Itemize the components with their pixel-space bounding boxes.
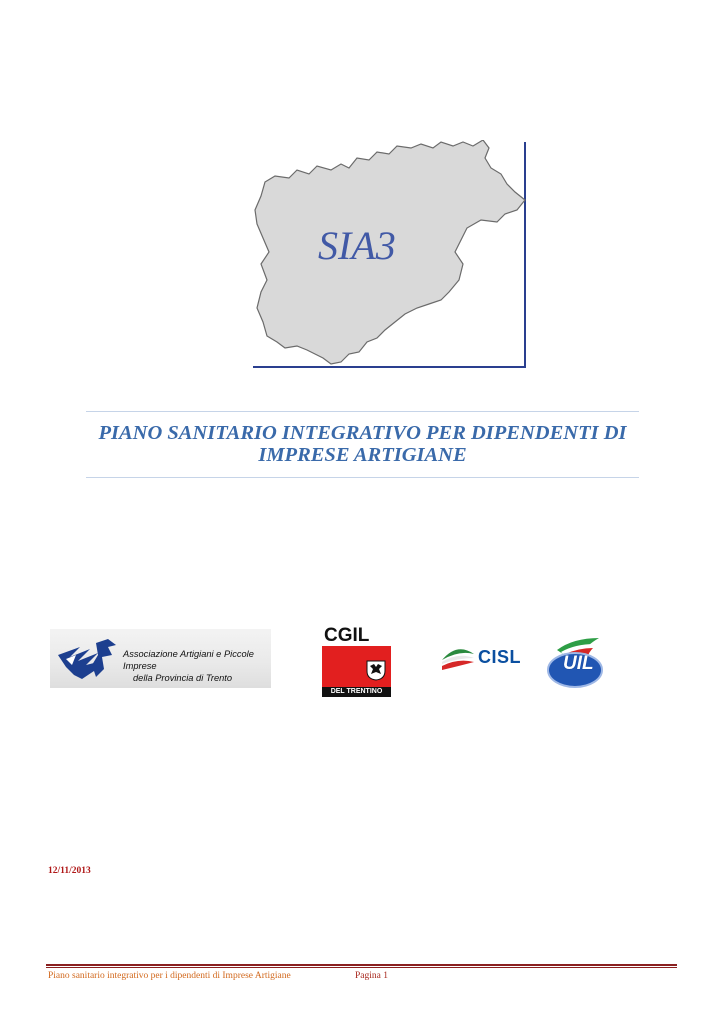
association-name-line-1: Associazione Artigiani e Piccole Imprese xyxy=(123,649,254,671)
footer-text: Piano sanitario integrativo per i dipendenti di Imprese Artigiane xyxy=(48,971,291,981)
uil-logo xyxy=(545,636,607,690)
footer-rule-thin xyxy=(46,967,677,968)
cgil-subtitle: DEL TRENTINO xyxy=(322,687,391,697)
association-name-line-2: della Provincia di Trento xyxy=(133,673,233,683)
cisl-logo xyxy=(441,644,526,674)
eagle-icon xyxy=(56,635,120,683)
footer-rule-thick xyxy=(46,964,677,966)
cgil-logo xyxy=(322,626,392,696)
map-logo-text: SIA3 xyxy=(318,223,396,268)
title-bottom-rule xyxy=(86,477,639,478)
title-line-1: PIANO SANITARIO INTEGRATIVO PER DIPENDENTI DI xyxy=(98,422,627,444)
title-line-2: IMPRESE ARTIGIANE xyxy=(258,444,467,466)
eagle-crest-icon xyxy=(366,659,386,681)
cgil-red-panel xyxy=(322,646,391,687)
footer-page-number: Pagina 1 xyxy=(355,971,388,981)
document-title xyxy=(86,422,639,466)
tricolor-swoosh-icon xyxy=(441,646,475,672)
association-logo xyxy=(50,629,271,688)
title-top-rule xyxy=(86,411,639,412)
cisl-wordmark: CISL xyxy=(478,647,522,667)
cgil-wordmark: CGIL xyxy=(324,625,370,646)
uil-wordmark: UIL xyxy=(563,653,594,674)
document-date: 12/11/2013 xyxy=(48,866,91,876)
